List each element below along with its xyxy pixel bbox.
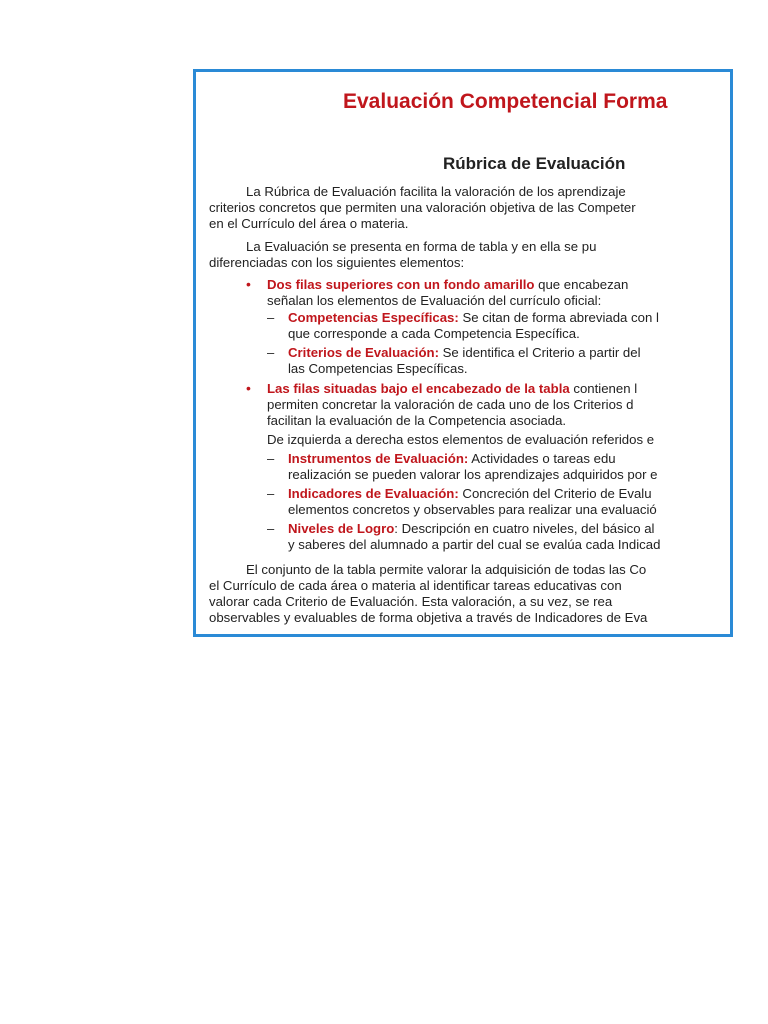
dash-4-text: Concreción del Criterio de Evalu <box>458 486 652 501</box>
document-title: Evaluación Competencial Forma <box>343 90 668 113</box>
document-frame <box>193 69 733 637</box>
dash-icon: – <box>267 451 275 466</box>
dash-3-bold: Instrumentos de Evaluación: <box>288 451 469 466</box>
dash-5-text: : Descripción en cuatro niveles, del básico al <box>394 521 655 536</box>
bullet-1-text: que encabezan <box>534 277 629 292</box>
dash-3-line-1 <box>288 451 616 467</box>
dash-1-line-2: que corresponde a cada Competencia Específica. <box>288 326 580 341</box>
bullet-icon: • <box>246 380 251 396</box>
dash-5-bold: Niveles de Logro <box>288 521 395 536</box>
dash-4-line-1 <box>288 486 652 502</box>
dash-3-line-2: realización se pueden valorar los aprendizajes adquiridos por e <box>288 467 658 482</box>
bullet-2-bold: Las filas situadas bajo el encabezado de la tabla <box>267 381 570 396</box>
dash-5-line-1 <box>288 521 655 537</box>
dash-2-text: Se identifica el Criterio a partir del <box>438 345 641 360</box>
paragraph-2-line-2: diferenciadas con los siguientes elementos: <box>209 255 465 270</box>
dash-icon: – <box>267 521 275 536</box>
paragraph-1-line-2: criterios concretos que permiten una valoración objetiva de las Competer <box>209 200 636 215</box>
paragraph-4-line-4: observables y evaluables de forma objetiva a través de Indicadores de Eva <box>209 610 648 625</box>
dash-icon: – <box>267 486 275 501</box>
bullet-2-text: contienen l <box>569 381 638 396</box>
paragraph-4-line-1: El conjunto de la tabla permite valorar la adquisición de todas las Co <box>246 562 647 577</box>
dash-1-line-1 <box>288 310 659 326</box>
dash-3-text: Actividades o tareas edu <box>468 451 616 466</box>
paragraph-2-line-1: La Evaluación se presenta en forma de tabla y en ella se pu <box>246 239 597 254</box>
paragraph-4-line-2: el Currículo de cada área o materia al identificar tareas educativas con <box>209 578 622 593</box>
paragraph-3: De izquierda a derecha estos elementos de evaluación referidos e <box>267 432 655 447</box>
paragraph-1-line-1: La Rúbrica de Evaluación facilita la valoración de los aprendizaje <box>246 184 626 199</box>
dash-5-line-2: y saberes del alumnado a partir del cual se evalúa cada Indicad <box>288 537 661 552</box>
dash-icon: – <box>267 310 275 325</box>
dash-icon: – <box>267 345 275 360</box>
bullet-1-line-1 <box>267 277 628 293</box>
bullet-2-line-1 <box>267 381 637 397</box>
section-heading: Rúbrica de Evaluación <box>443 154 626 173</box>
dash-4-line-2: elementos concretos y observables para realizar una evaluació <box>288 502 657 517</box>
dash-4-bold: Indicadores de Evaluación: <box>288 486 459 501</box>
dash-2-line-2: las Competencias Específicas. <box>288 361 468 376</box>
bullet-2-line-2: permiten concretar la valoración de cada uno de los Criterios d <box>267 397 634 412</box>
paragraph-4-line-3: valorar cada Criterio de Evaluación. Esta valoración, a su vez, se rea <box>209 594 613 609</box>
paragraph-1-line-3: en el Currículo del área o materia. <box>209 216 409 231</box>
dash-2-bold: Criterios de Evaluación: <box>288 345 439 360</box>
dash-2-line-1 <box>288 345 641 361</box>
bullet-icon: • <box>246 276 251 292</box>
dash-1-text: Se citan de forma abreviada con l <box>458 310 659 325</box>
bullet-2-line-3: facilitan la evaluación de la Competencia asociada. <box>267 413 567 428</box>
bullet-1-line-2: señalan los elementos de Evaluación del currículo oficial: <box>267 293 602 308</box>
dash-1-bold: Competencias Específicas: <box>288 310 459 325</box>
bullet-1-bold: Dos filas superiores con un fondo amarillo <box>267 277 535 292</box>
